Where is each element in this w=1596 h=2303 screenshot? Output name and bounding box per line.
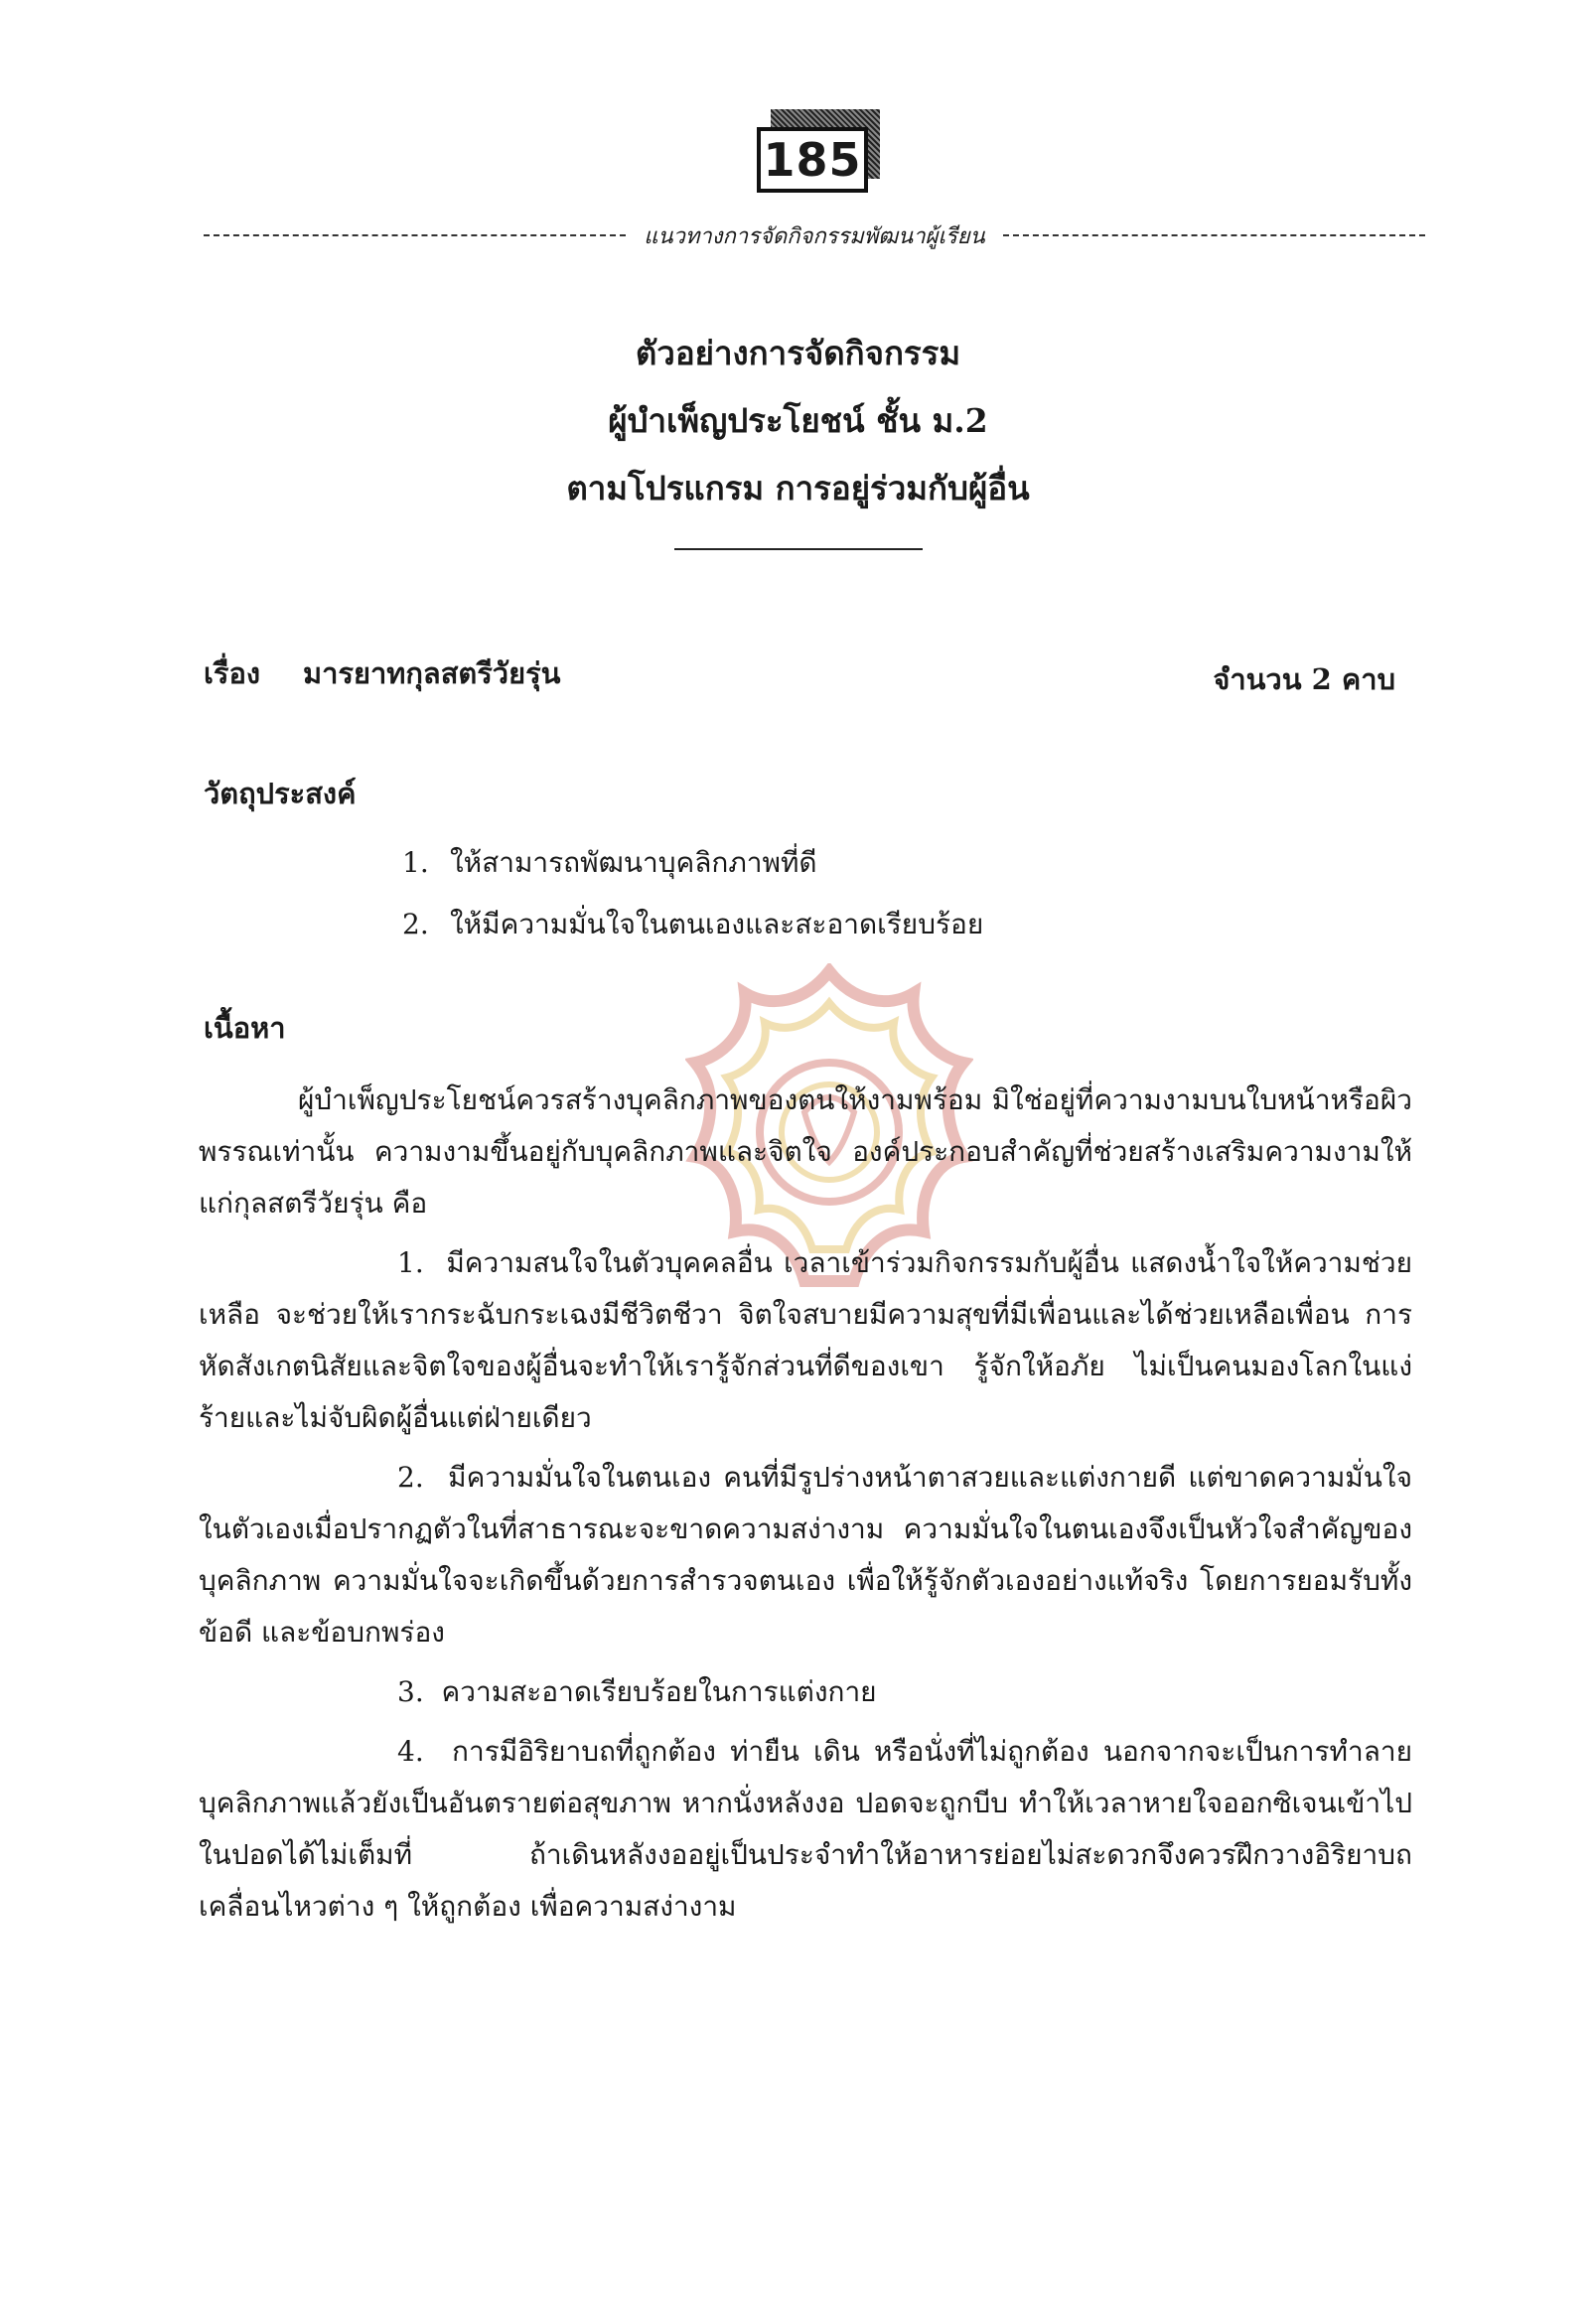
- content-item-3: [199, 1666, 1412, 1718]
- content-item-2: [199, 1452, 1412, 1658]
- content-item-text: มีความมั่นใจในตนเอง คนที่มีรูปร่างหน้าตาสวยและแต่งกายดี แต่ขาดความมั่นใจในตัวเองเมื่อปรากฏตัวในที่สาธารณะจะขาดความสง่างาม ความมั่นใจในตนเองจึงเป็นหัวใจสำคัญของบุคลิกภาพ ความมั่นใจจะเกิดขึ้นด้วยการสำรวจตนเอง เพื่อให้รู้จักตัวเองอย่างแท้จริง โดยการยอมรับทั้งข้อดี และข้อบกพร่อง: [199, 1461, 1412, 1649]
- content-intro: ผู้บำเพ็ญประโยชน์ควรสร้างบุคลิกภาพของตนให้งามพร้อม มิใช่อยู่ที่ความงามบนใบหน้าหรือผิวพรรณเท่านั้น ความงามขึ้นอยู่กับบุคลิกภาพและจิตใจ องค์ประกอบสำคัญที่ช่วยสร้างเสริมความงามให้แก่กุลสตรีวัยรุ่น คือ: [199, 1083, 1412, 1220]
- objective-item: [402, 894, 983, 955]
- title-line-2: ผู้บำเพ็ญประโยชน์ ชั้น ม.2: [608, 401, 988, 440]
- topic-value: มารยาทกุลสตรีวัยรุ่น: [303, 656, 561, 690]
- header-dash-left: [204, 234, 626, 236]
- title-block: [0, 320, 1596, 550]
- content-item-4: [199, 1726, 1412, 1933]
- topic-periods: จำนวน 2 คาบ: [1213, 662, 1395, 696]
- content-item-number: 3.: [397, 1675, 424, 1708]
- objectives-heading: วัตถุประสงค์: [204, 777, 357, 810]
- content-item-text: ความสะอาดเรียบร้อยในการแต่งกาย: [441, 1675, 877, 1708]
- content-item-text: การมีอิริยาบถที่ถูกต้อง ท่ายืน เดิน หรือนั่งที่ไม่ถูกต้อง นอกจากจะเป็นการทำลายบุคลิกภาพแล้วยังเป็นอันตรายต่อสุขภาพ หากนั่งหลังงอ ปอดจะถูกบีบ ทำให้เวลาหายใจออกซิเจนเข้าไปในปอดได้ไม่เต็มที่ ถ้าเดินหลังงออยู่เป็นประจำทำให้อาหารย่อยไม่สะดวกจึงควรฝึกวางอิริยาบถเคลื่อนไหวต่าง ๆ ให้ถูกต้อง เพื่อความสง่างาม: [199, 1735, 1412, 1923]
- content-body: [199, 1075, 1412, 1941]
- title-line-1: ตัวอย่างการจัดกิจกรรม: [635, 334, 961, 372]
- page-number-box: [757, 117, 880, 199]
- objectives-list: [402, 832, 983, 955]
- header-dash-right: [1003, 234, 1425, 236]
- title-line-3: ตามโปรแกรม การอยู่ร่วมกับผู้อื่น: [566, 469, 1030, 507]
- content-item-number: 4.: [397, 1735, 424, 1768]
- objective-number: 2.: [402, 908, 429, 940]
- page-number: 185: [757, 127, 868, 193]
- content-item-number: 2.: [397, 1461, 424, 1494]
- title-underline: [674, 548, 923, 550]
- objective-number: 1.: [402, 846, 429, 879]
- content-item-1: [199, 1237, 1412, 1444]
- content-item-text: มีความสนใจในตัวบุคคลอื่น เวลาเข้าร่วมกิจกรรมกับผู้อื่น แสดงน้ำใจให้ความช่วยเหลือ จะช่วยให้เรากระฉับกระเฉงมีชีวิตชีวา จิตใจสบายมีความสุขที่มีเพื่อนและได้ช่วยเหลือเพื่อน การหัดสังเกตนิสัยและจิตใจของผู้อื่นจะทำให้เรารู้จักส่วนที่ดีของเขา รู้จักให้อภัย ไม่เป็นคนมองโลกในแง่ร้ายและไม่จับผิดผู้อื่นแต่ฝ่ายเดียว: [199, 1246, 1412, 1434]
- objective-text: ให้สามารถพัฒนาบุคลิกภาพที่ดี: [450, 846, 817, 879]
- objective-item: [402, 832, 983, 894]
- running-header: [204, 220, 1425, 250]
- content-heading: เนื้อหา: [204, 1011, 286, 1045]
- running-header-text: แนวทางการจัดกิจกรรมพัฒนาผู้เรียน: [644, 223, 985, 249]
- content-item-number: 1.: [397, 1246, 424, 1279]
- objective-text: ให้มีความมั่นใจในตนเองและสะอาดเรียบร้อย: [450, 908, 984, 940]
- topic-label: เรื่อง: [204, 656, 261, 690]
